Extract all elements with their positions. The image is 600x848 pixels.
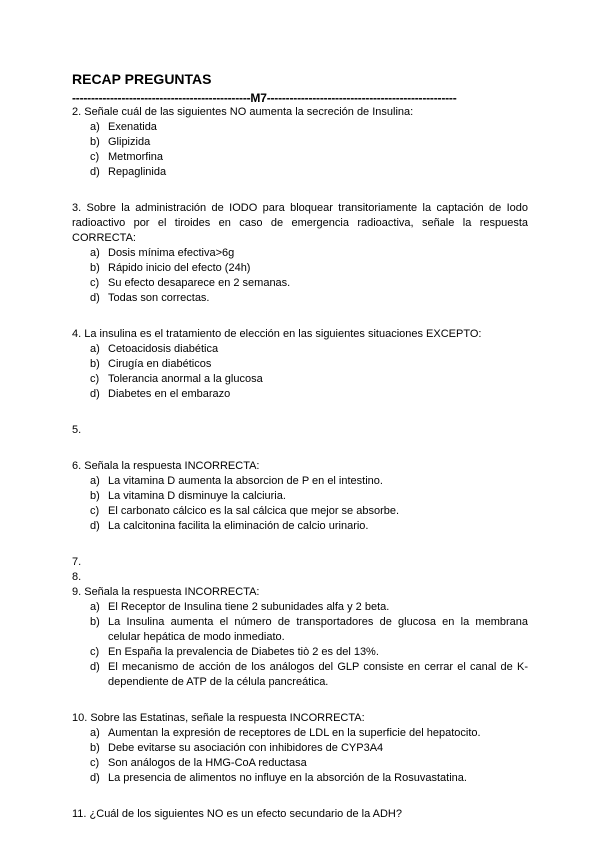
question-text: 8. — [72, 571, 82, 583]
option-letter: a) — [90, 121, 100, 133]
option-text: Aumentan la expresión de receptores de LDL en la superficie del hepatocito. — [108, 727, 481, 739]
option-letter: a) — [90, 247, 100, 259]
question-block — [72, 423, 528, 438]
answer-option — [72, 741, 528, 756]
answer-option — [72, 726, 528, 741]
option-letter: a) — [90, 343, 100, 355]
document-title: RECAP PREGUNTAS — [72, 71, 212, 87]
question-text: 10. Sobre las Estatinas, señale la respuesta INCORRECTA: — [72, 712, 365, 724]
question-block — [72, 585, 528, 690]
answer-options — [72, 726, 528, 786]
question-text: 7. — [72, 556, 82, 568]
option-text: Cirugía en diabéticos — [108, 358, 212, 370]
option-text: La vitamina D disminuye la calciuria. — [108, 490, 286, 502]
option-text: La calcitonina facilita la eliminación de calcio urinario. — [108, 520, 369, 532]
option-text: En España la prevalencia de Diabetes tiò 2 es del 13%. — [108, 646, 379, 658]
question-text: 11. ¿Cuál de los siguientes NO es un efecto secundario de la ADH? — [72, 808, 402, 820]
option-letter: b) — [90, 136, 100, 148]
question-text: 5. — [72, 424, 82, 436]
question-block — [72, 555, 528, 570]
answer-option — [72, 387, 528, 402]
answer-option — [72, 615, 528, 645]
option-letter: b) — [90, 616, 100, 628]
question-text: 9. Señala la respuesta INCORRECTA: — [72, 586, 260, 598]
question-text: 6. Señala la respuesta INCORRECTA: — [72, 460, 260, 472]
option-text: Debe evitarse su asociación con inhibidores de CYP3A4 — [108, 742, 384, 754]
question-text: 2. Señale cuál de las siguientes NO aumenta la secreción de Insulina: — [72, 106, 414, 118]
option-text: Son análogos de la HMG-CoA reductasa — [108, 757, 307, 769]
option-text: La vitamina D aumenta la absorcion de P en el intestino. — [108, 475, 383, 487]
option-letter: c) — [90, 757, 100, 769]
option-text: Su efecto desaparece en 2 semanas. — [108, 277, 291, 289]
answer-option — [72, 165, 528, 180]
option-letter: c) — [90, 277, 100, 289]
option-text: La presencia de alimentos no influye en la absorción de la Rosuvastatina. — [108, 772, 467, 784]
answer-option — [72, 276, 528, 291]
answer-options — [72, 474, 528, 534]
question-block — [72, 105, 528, 180]
option-letter: b) — [90, 358, 100, 370]
option-text: El Receptor de Insulina tiene 2 subunidades alfa y 2 beta. — [108, 601, 390, 613]
answer-option — [72, 372, 528, 387]
answer-option — [72, 645, 528, 660]
option-letter: d) — [90, 292, 100, 304]
answer-option — [72, 135, 528, 150]
question-text: 4. La insulina es el tratamiento de elección en las siguientes situaciones EXCEPTO: — [72, 328, 482, 340]
answer-option — [72, 342, 528, 357]
section-label: M7 — [250, 91, 267, 105]
document-page — [72, 70, 528, 822]
section-left-rule: ----------------------------------------------- — [72, 91, 251, 105]
option-text: Diabetes en el embarazo — [108, 388, 231, 400]
option-text: Metmorfina — [108, 151, 164, 163]
answer-option — [72, 120, 528, 135]
option-letter: d) — [90, 520, 100, 532]
option-text: Tolerancia anormal a la glucosa — [108, 373, 263, 385]
answer-options — [72, 600, 528, 690]
option-letter: b) — [90, 490, 100, 502]
answer-option — [72, 756, 528, 771]
option-letter: d) — [90, 772, 100, 784]
question-block — [72, 327, 528, 402]
question-block — [72, 201, 528, 306]
option-text: Dosis mínima efectiva>6g — [108, 247, 235, 259]
option-letter: c) — [90, 646, 100, 658]
option-text: El carbonato cálcico es la sal cálcica que mejor se absorbe. — [108, 505, 400, 517]
answer-option — [72, 261, 528, 276]
option-letter: b) — [90, 742, 100, 754]
option-text: El mecanismo de acción de los análogos del GLP consiste en cerrar el canal de K-dependiente de ATP de la célula pancreática. — [108, 661, 528, 688]
answer-option — [72, 504, 528, 519]
answer-option — [72, 519, 528, 534]
option-letter: a) — [90, 475, 100, 487]
question-block — [72, 459, 528, 534]
option-letter: c) — [90, 373, 100, 385]
option-letter: d) — [90, 661, 100, 673]
option-letter: d) — [90, 388, 100, 400]
answer-option — [72, 357, 528, 372]
section-divider — [72, 91, 528, 105]
option-letter: b) — [90, 262, 100, 274]
option-text: Todas son correctas. — [108, 292, 210, 304]
option-letter: a) — [90, 727, 100, 739]
answer-option — [72, 660, 528, 690]
option-text: Cetoacidosis diabética — [108, 343, 219, 355]
answer-option — [72, 246, 528, 261]
answer-option — [72, 600, 528, 615]
answer-option — [72, 150, 528, 165]
answer-option — [72, 771, 528, 786]
question-block — [72, 807, 528, 822]
answer-option — [72, 489, 528, 504]
question-text: 3. Sobre la administración de IODO para bloquear transitoriamente la captación de Iodo radioactivo por el tiroides en caso de emergencia radioactiva, señale la respuesta CORRECTA: — [72, 202, 528, 244]
option-letter: c) — [90, 505, 100, 517]
answer-option — [72, 291, 528, 306]
question-block — [72, 711, 528, 786]
option-letter: a) — [90, 601, 100, 613]
question-list — [72, 105, 528, 822]
option-text: Repaglinida — [108, 166, 167, 178]
option-text: Rápido inicio del efecto (24h) — [108, 262, 251, 274]
option-text: Exenatida — [108, 121, 157, 133]
answer-options — [72, 246, 528, 306]
answer-options — [72, 342, 528, 402]
option-text: Glipizida — [108, 136, 151, 148]
option-letter: c) — [90, 151, 100, 163]
option-letter: d) — [90, 166, 100, 178]
answer-option — [72, 474, 528, 489]
section-right-rule: -------------------------------------------------- — [266, 91, 457, 105]
question-block — [72, 570, 528, 585]
option-text: La Insulina aumenta el número de transportadores de glucosa en la membrana celular hepática de modo inmediato. — [108, 616, 528, 643]
answer-options — [72, 120, 528, 180]
